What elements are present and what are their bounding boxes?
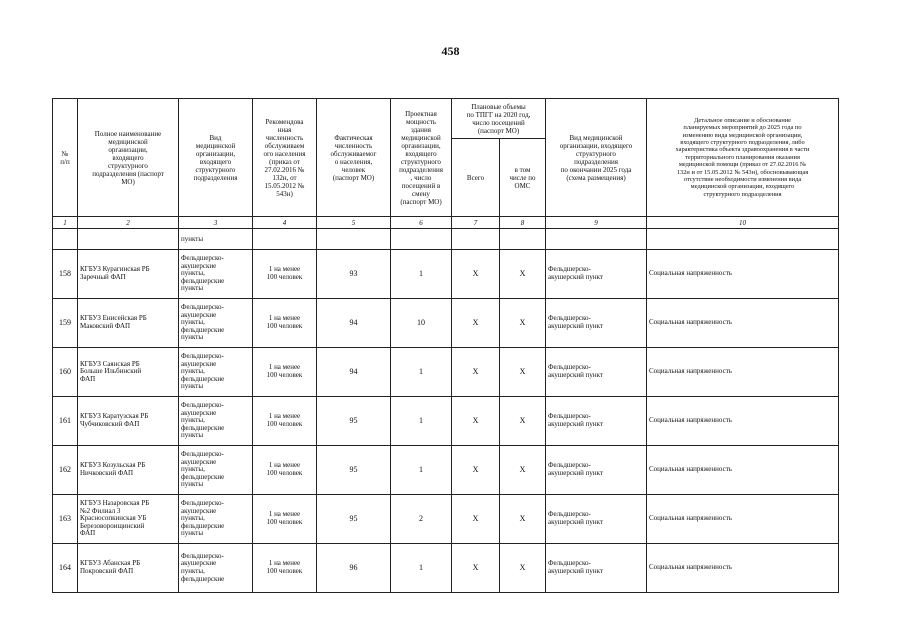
planned-oms: X <box>500 544 546 593</box>
recommended-population: 1 на менее 100 человек <box>253 299 317 348</box>
table-row <box>53 544 839 593</box>
header-actual-population: Фактическая численность обслуживаемог о населения, человек (паспорт МО) <box>317 99 391 217</box>
type-2025: Фельдшерско- акушерский пункт <box>546 250 647 299</box>
planned-total: X <box>452 446 500 495</box>
recommended-population: 1 на менее 100 человек <box>253 495 317 544</box>
column-number: 9 <box>546 217 647 229</box>
design-capacity: 1 <box>391 446 452 495</box>
column-number: 3 <box>179 217 253 229</box>
header-org-name: Полное наименование медицинской организации, входящего структурного подразделения (паспорт МО) <box>78 99 179 217</box>
row-number: 163 <box>53 495 78 544</box>
row-number: 162 <box>53 446 78 495</box>
description: Социальная напряженность <box>647 348 839 397</box>
org-type: Фельдшерско- акушерские пункты, фельдшерские <box>179 544 253 593</box>
type-2025: Фельдшерско- акушерский пункт <box>546 348 647 397</box>
page-number: 458 <box>441 44 460 58</box>
design-capacity: 1 <box>391 250 452 299</box>
org-name: КГБУЗ Абанская РБ Покровский ФАП <box>78 544 179 593</box>
header-recommended-population: Рекомендова нная численность обслуживаем ого населения (приказ от 27.02.2016 № 132н, от 15.05.2012 № 543н) <box>253 99 317 217</box>
row-number: 159 <box>53 299 78 348</box>
row-number: 164 <box>53 544 78 593</box>
actual-population: 94 <box>317 348 391 397</box>
planned-total: X <box>452 495 500 544</box>
table-row <box>53 348 839 397</box>
table-row <box>53 397 839 446</box>
design-capacity: 1 <box>391 397 452 446</box>
column-number: 6 <box>391 217 452 229</box>
table-row <box>53 495 839 544</box>
type-2025: Фельдшерско- акушерский пункт <box>546 397 647 446</box>
column-number: 2 <box>78 217 179 229</box>
type-2025: Фельдшерско- акушерский пункт <box>546 495 647 544</box>
column-number: 1 <box>53 217 78 229</box>
org-name: КГБУЗ Енисейская РБ Маковский ФАП <box>78 299 179 348</box>
planned-total: X <box>452 348 500 397</box>
description: Социальная напряженность <box>647 495 839 544</box>
planned-total: X <box>452 250 500 299</box>
header-planned-volumes: Плановые объемы по ТПГГ на 2020 год, число посещений (паспорт МО) <box>452 99 546 139</box>
org-name: КГБУЗ Курагинская РБ Заречный ФАП <box>78 250 179 299</box>
actual-population: 94 <box>317 299 391 348</box>
column-number: 5 <box>317 217 391 229</box>
row-number: 160 <box>53 348 78 397</box>
type-2025: Фельдшерско- акушерский пункт <box>546 544 647 593</box>
org-name: КГБУЗ Назаровская РБ №2 Филиал 3 Красносопкинская УБ Березовороищинский ФАП <box>78 495 179 544</box>
type-2025: Фельдшерско- акушерский пункт <box>546 446 647 495</box>
planned-oms: X <box>500 299 546 348</box>
org-type: Фельдшерско- акушерские пункты, фельдшерские пункты <box>179 299 253 348</box>
actual-population: 93 <box>317 250 391 299</box>
column-number: 7 <box>452 217 500 229</box>
medical-organizations-table <box>52 98 839 593</box>
column-number-row <box>53 217 839 229</box>
header-oms: в том числе по ОМС <box>500 139 546 217</box>
org-name: КГБУЗ Козульская РБ Ничковский ФАП <box>78 446 179 495</box>
recommended-population: 1 на менее 100 человек <box>253 348 317 397</box>
table-row <box>53 299 839 348</box>
org-type: Фельдшерско- акушерские пункты, фельдшерские пункты <box>179 495 253 544</box>
column-number: 8 <box>500 217 546 229</box>
org-type: Фельдшерско- акушерские пункты, фельдшерские пункты <box>179 397 253 446</box>
org-name: КГБУЗ Саянская РБ Больше Ильбинский ФАП <box>78 348 179 397</box>
planned-oms: X <box>500 348 546 397</box>
description: Социальная напряженность <box>647 250 839 299</box>
table-row <box>53 250 839 299</box>
description: Социальная напряженность <box>647 299 839 348</box>
design-capacity: 2 <box>391 495 452 544</box>
header-design-capacity: Проектная мощность здания медицинской организации, входящего структурного подразделения , число посещений в смену (паспорт МО) <box>391 99 452 217</box>
recommended-population: 1 на менее 100 человек <box>253 544 317 593</box>
continuation-row <box>53 229 839 250</box>
description: Социальная напряженность <box>647 397 839 446</box>
actual-population: 95 <box>317 446 391 495</box>
row-number: 158 <box>53 250 78 299</box>
planned-total: X <box>452 397 500 446</box>
table-row <box>53 446 839 495</box>
actual-population: 95 <box>317 397 391 446</box>
org-type: Фельдшерско- акушерские пункты, фельдшерские пункты <box>179 446 253 495</box>
org-type: Фельдшерско- акушерские пункты, фельдшерские пункты <box>179 250 253 299</box>
design-capacity: 1 <box>391 544 452 593</box>
header-description: Детальное описание и обоснование планируемых мероприятий до 2025 года по изменению вида медицинской организации, входящего структурного подразделения, либо характеристика объекта здравоохранения в части территориального планирования оказания медицинской помощи (приказ от 27.02.2016 № 132н и от 15.05.2012 № 543н), обосновывающая отсутствие необходимости изменения вида медицинской организации, входящего структурного подразделения <box>647 99 839 217</box>
column-number: 10 <box>647 217 839 229</box>
planned-total: X <box>452 299 500 348</box>
continuation-text: пункты <box>179 229 253 250</box>
actual-population: 95 <box>317 495 391 544</box>
header-total: Всего <box>452 139 500 217</box>
design-capacity: 10 <box>391 299 452 348</box>
org-name: КГБУЗ Каратузская РБ Чубчиковский ФАП <box>78 397 179 446</box>
row-number: 161 <box>53 397 78 446</box>
planned-total: X <box>452 544 500 593</box>
org-type: Фельдшерско- акушерские пункты, фельдшерские пункты <box>179 348 253 397</box>
description: Социальная напряженность <box>647 446 839 495</box>
type-2025: Фельдшерско- акушерский пункт <box>546 299 647 348</box>
planned-oms: X <box>500 397 546 446</box>
column-number: 4 <box>253 217 317 229</box>
planned-oms: X <box>500 250 546 299</box>
actual-population: 96 <box>317 544 391 593</box>
planned-oms: X <box>500 495 546 544</box>
description: Социальная напряженность <box>647 544 839 593</box>
header-number: № п/п <box>53 99 78 217</box>
planned-oms: X <box>500 446 546 495</box>
header-org-type: Вид медицинской организации, входящего структурного подразделения <box>179 99 253 217</box>
header-type-2025: Вид медицинской организации, входящего структурного подразделения по окончании 2025 года (схема размещения) <box>546 99 647 217</box>
recommended-population: 1 на менее 100 человек <box>253 250 317 299</box>
design-capacity: 1 <box>391 348 452 397</box>
recommended-population: 1 на менее 100 человек <box>253 397 317 446</box>
recommended-population: 1 на менее 100 человек <box>253 446 317 495</box>
